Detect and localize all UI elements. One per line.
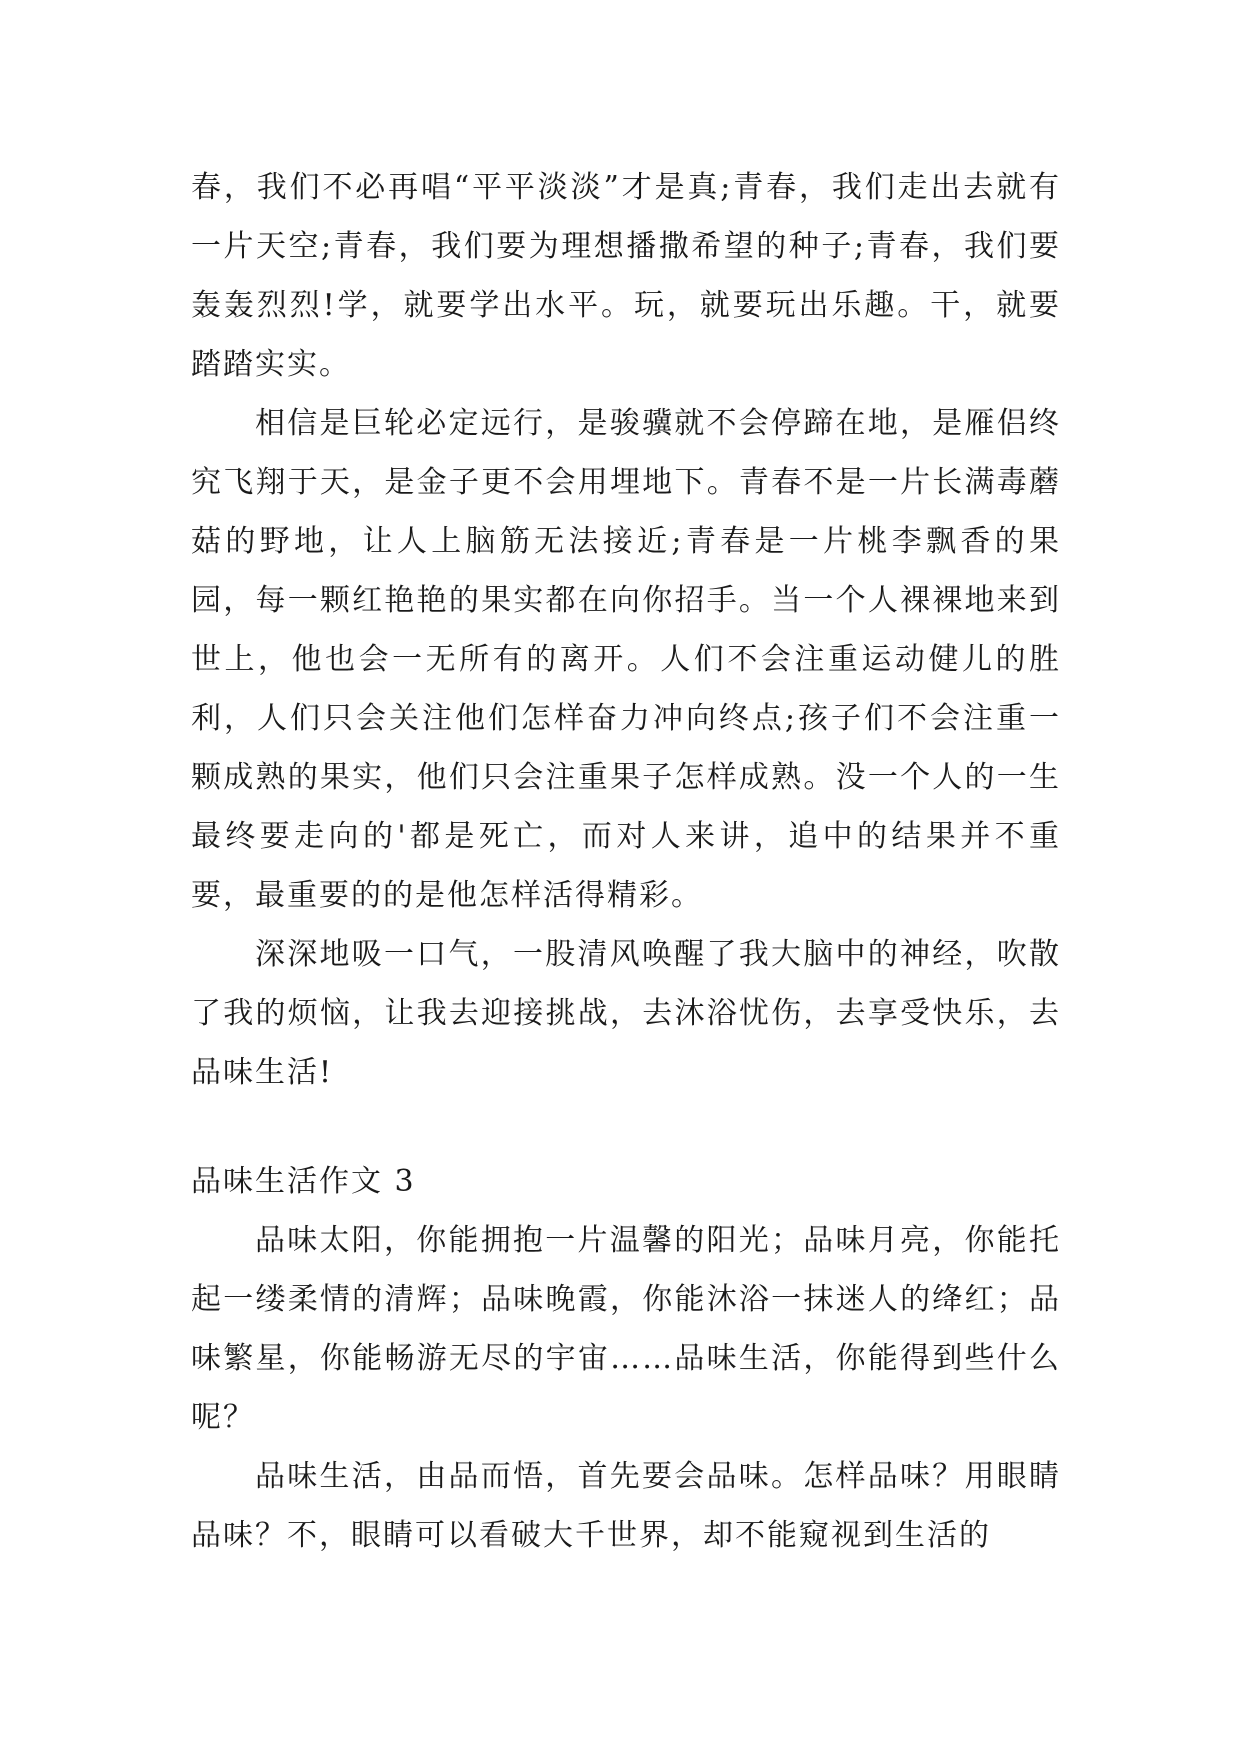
document-body [191, 158, 1061, 1565]
paragraph: 深深地吸一口气，一股清风唤醒了我大脑中的神经，吹散了我的烦恼，让我去迎接挑战，去沐浴忧伤，去享受快乐，去品味生活! [191, 937, 1061, 1090]
paragraph-continuation: 春，我们不必再唱“平平淡淡”才是真;青春，我们走出去就有一片天空;青春，我们要为理想播撒希望的种子;青春，我们要轰轰烈烈!学，就要学出水平。玩，就要玩出乐趣。干，就要踏踏实实。 [191, 170, 1061, 382]
section-title: 品味生活作文 3 [191, 1164, 416, 1199]
paragraph: 品味生活，由品而悟，首先要会品味。怎样品味？用眼睛品味？不，眼睛可以看破大千世界，却不能窥视到生活的 [191, 1459, 1061, 1553]
paragraph: 相信是巨轮必定远行，是骏骥就不会停蹄在地，是雁侣终究飞翔于天，是金子更不会用埋地下。青春不是一片长满毒蘑菇的野地，让人上脑筋无法接近;青春是一片桃李飘香的果园，每一颗红艳艳的果实都在向你招手。当一个人裸裸地来到世上，他也会一无所有的离开。人们不会注重运动健儿的胜利，人们只会关注他们怎样奋力冲向终点;孩子们不会注重一颗成熟的果实，他们只会注重果子怎样成熟。没一个人的一生最终要走向的'都是死亡，而对人来讲，追中的结果并不重要，最重要的的是他怎样活得精彩。 [191, 406, 1061, 913]
paragraph: 品味太阳，你能拥抱一片温馨的阳光；品味月亮，你能托起一缕柔情的清辉；品味晚霞，你能沐浴一抹迷人的绛红；品味繁星，你能畅游无尽的宇宙……品味生活，你能得到些什么呢？ [191, 1223, 1061, 1435]
